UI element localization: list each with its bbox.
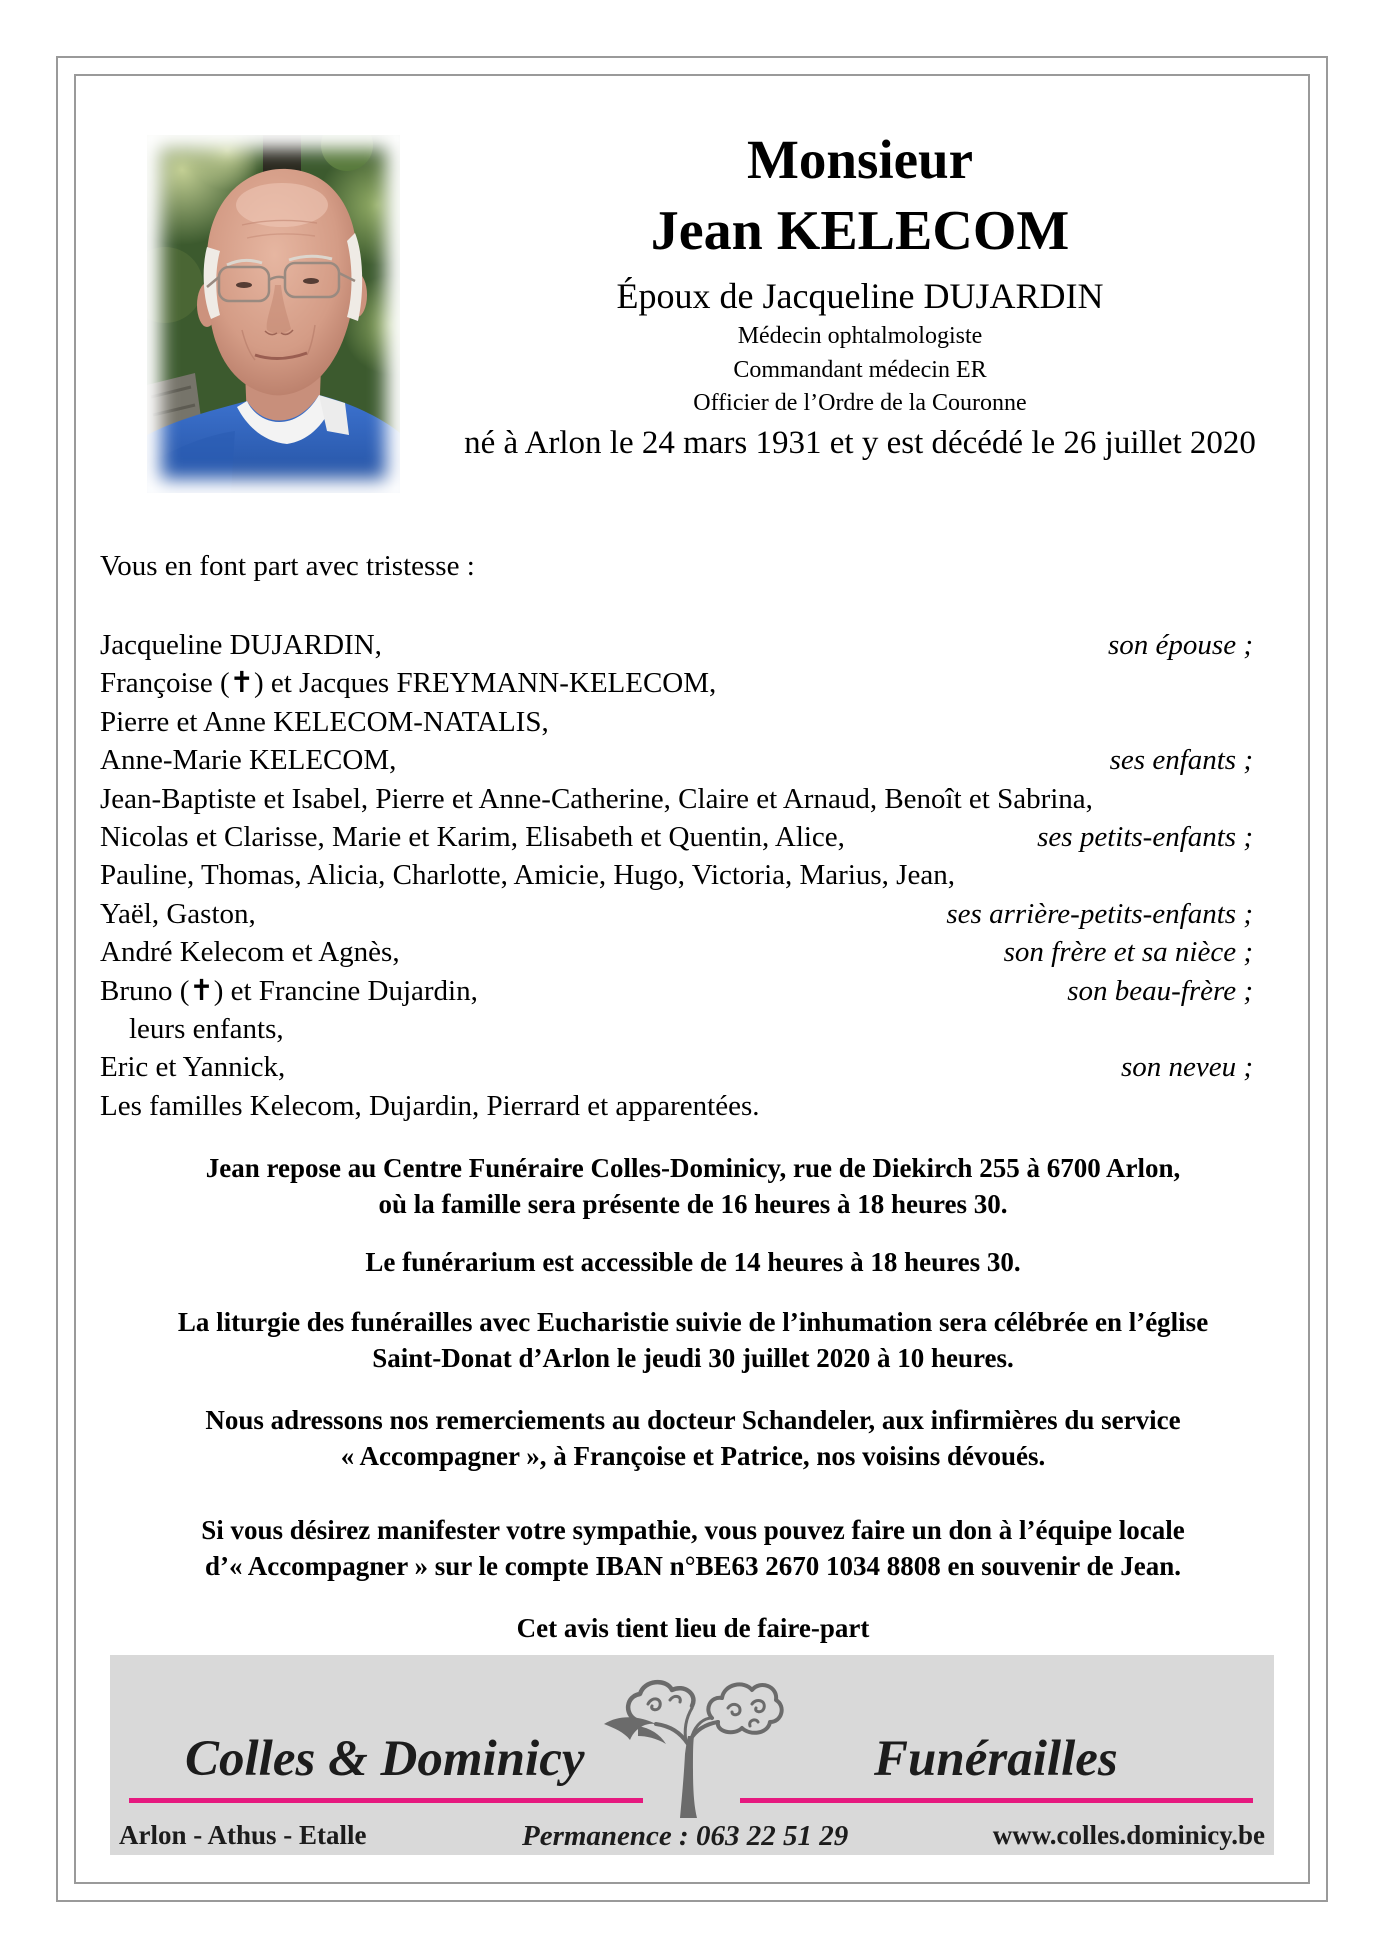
family-relation: son neveu ; (1120, 1051, 1253, 1084)
family-row (100, 626, 1253, 664)
tree-logo-icon (600, 1674, 785, 1818)
family-row (100, 972, 1253, 1010)
phone-text: Permanence : 063 22 51 29 (522, 1820, 849, 1852)
notice-funerarium-hours (100, 1244, 1286, 1280)
family-row (100, 664, 1253, 702)
intro-line: Vous en font part avec tristesse : (100, 550, 475, 582)
family-row (100, 933, 1253, 971)
birth-death-line: né à Arlon le 24 mars 1931 et y est décédé le 26 juillet 2020 (464, 425, 1256, 461)
notice-visitation (100, 1150, 1286, 1222)
family-row (100, 818, 1253, 856)
family-relation: son épouse ; (1108, 629, 1253, 661)
family-row (100, 703, 1253, 741)
family-relation: ses petits-enfants ; (1037, 820, 1253, 853)
family-relation: ses arrière-petits-enfants ; (946, 897, 1253, 930)
closing-line: Cet avis tient lieu de faire-part (516, 1613, 870, 1643)
family-member: André Kelecom et Agnès, (100, 936, 400, 969)
family-relation: son frère et sa nièce ; (1003, 936, 1253, 969)
notice-line: Jean repose au Centre Funéraire Colles-Dominicy, rue de Diekirch 255 à 6700 Arlon, (205, 1153, 1181, 1183)
family-row (100, 1010, 1253, 1048)
family-member: Pierre et Anne KELECOM-NATALIS, (100, 705, 549, 738)
title-line: Médecin ophtalmologiste (737, 323, 983, 349)
family-member: Pauline, Thomas, Alicia, Charlotte, Amicie, Hugo, Victoria, Marius, Jean, (100, 859, 955, 892)
title-line: Officier de l’Ordre de la Couronne (693, 390, 1027, 416)
notice-line: où la famille sera présente de 16 heures à 18 heures 30. (378, 1189, 1008, 1219)
notice-line: Saint-Donat d’Arlon le jeudi 30 juillet 2020 à 10 heures. (372, 1343, 1014, 1373)
funeral-home-banner (110, 1655, 1274, 1855)
title-line: Commandant médecin ER (733, 357, 987, 383)
family-list (100, 626, 1253, 1125)
notice-liturgy (100, 1304, 1286, 1376)
notice-donation (100, 1512, 1286, 1584)
salutation: Monsieur (746, 129, 974, 190)
notice-line: d’« Accompagner » sur le compte IBAN n°BE63 2670 1034 8808 en souvenir de Jean. (204, 1551, 1182, 1581)
family-member: Bruno (✝) et Francine Dujardin, (100, 974, 478, 1007)
logo-text-left: Colles & Dominicy (185, 1731, 585, 1787)
family-member: Jacqueline DUJARDIN, (100, 629, 382, 661)
family-member: Yaël, Gaston, (100, 897, 256, 930)
tree-trunk (680, 1736, 697, 1818)
logo-text-right: Funérailles (874, 1731, 1118, 1787)
family-row (100, 1087, 1253, 1125)
family-member: Françoise (✝) et Jacques FREYMANN-KELECOM, (100, 667, 717, 700)
spouse-line: Époux de Jacqueline DUJARDIN (616, 276, 1104, 316)
photo-vignette (147, 135, 400, 493)
notice-line: La liturgie des funérailles avec Eucharistie suivie de l’inhumation sera célébrée en l’église (177, 1307, 1209, 1337)
family-member: Jean-Baptiste et Isabel, Pierre et Anne-Catherine, Claire et Arnaud, Benoît et Sabrina, (100, 782, 1093, 815)
tree-branches (604, 1708, 718, 1744)
family-row (100, 856, 1253, 894)
notice-line: « Accompagner », à Françoise et Patrice, nos voisins dévoués. (340, 1441, 1046, 1471)
website-text: www.colles.dominicy.be (992, 1820, 1265, 1850)
accent-line-right (740, 1798, 1253, 1803)
portrait-photo (147, 135, 400, 493)
deceased-name: Jean KELECOM (650, 200, 1070, 262)
family-row (100, 895, 1253, 933)
notice-line: Si vous désirez manifester votre sympathie, vous pouvez faire un don à l’équipe locale (201, 1515, 1185, 1545)
accent-line-left (129, 1798, 643, 1803)
family-row (100, 741, 1253, 779)
notice-line: Nous adressons nos remerciements au docteur Schandeler, aux infirmières du service (205, 1405, 1181, 1435)
family-row (100, 1048, 1253, 1086)
family-member: Nicolas et Clarisse, Marie et Karim, Elisabeth et Quentin, Alice, (100, 820, 845, 853)
family-member: Eric et Yannick, (100, 1051, 286, 1084)
locations-text: Arlon - Athus - Etalle (119, 1820, 367, 1850)
family-relation: ses enfants ; (1109, 744, 1253, 777)
family-row (100, 780, 1253, 818)
notice-thanks (100, 1402, 1286, 1474)
family-member: Anne-Marie KELECOM, (100, 744, 397, 777)
notice-line: Le funérarium est accessible de 14 heures à 18 heures 30. (365, 1247, 1021, 1277)
family-member: Les familles Kelecom, Dujardin, Pierrard et apparentées. (100, 1089, 760, 1122)
family-member: leurs enfants, (129, 1012, 284, 1045)
family-relation: son beau-frère ; (1067, 974, 1253, 1007)
